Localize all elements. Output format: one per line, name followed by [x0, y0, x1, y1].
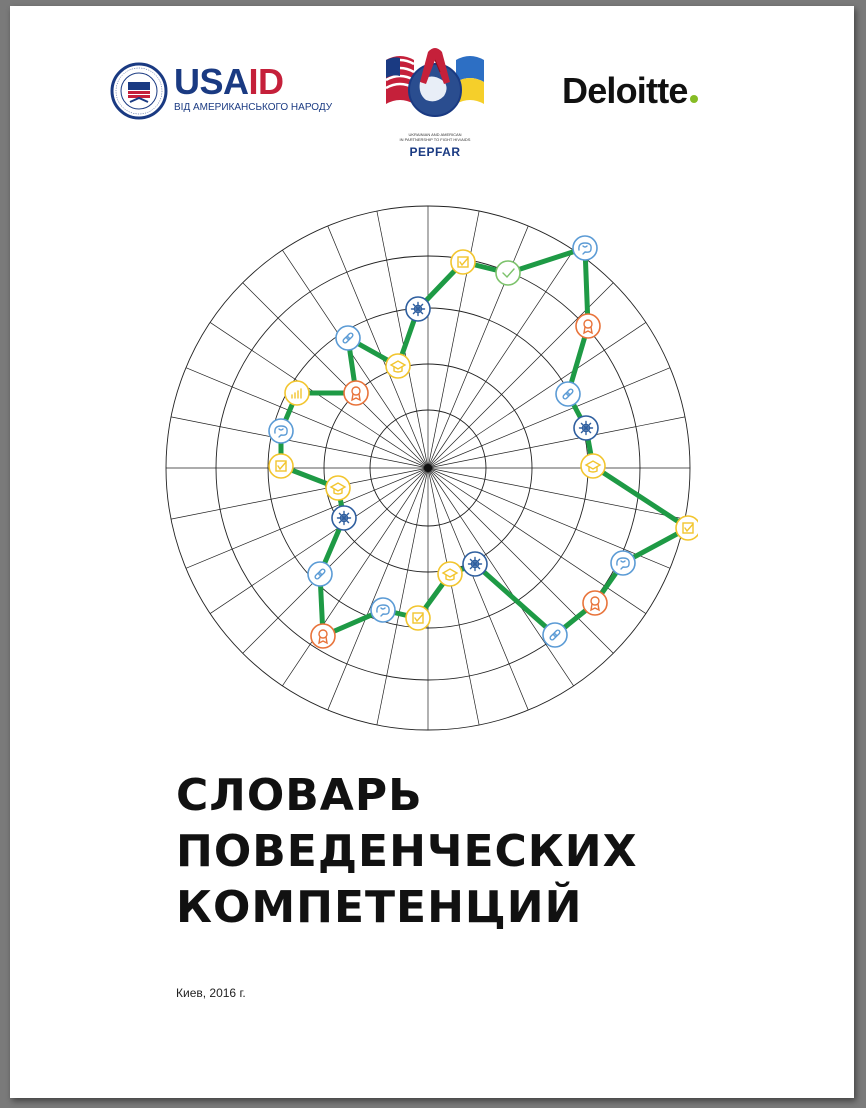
- competency-node: [581, 454, 605, 478]
- node-ring: [676, 516, 698, 540]
- competency-node: [332, 506, 356, 530]
- competency-node: [556, 382, 580, 406]
- competency-node: [583, 591, 607, 615]
- competency-node: [371, 598, 395, 622]
- competency-node: [269, 454, 293, 478]
- node-ring: [308, 562, 332, 586]
- node-ring: [336, 326, 360, 350]
- helm-icon: [338, 512, 351, 525]
- competency-node: [463, 552, 487, 576]
- node-ring: [269, 419, 293, 443]
- competency-node: [438, 562, 462, 586]
- usaid-wordmark: USAID: [174, 61, 284, 102]
- competency-node: [326, 476, 350, 500]
- pepfar-emblem-icon: [380, 42, 490, 134]
- radar-grid: [166, 206, 690, 730]
- helm-icon: [580, 422, 593, 435]
- node-ring: [285, 381, 309, 405]
- competency-node: [285, 381, 309, 405]
- competency-node: [344, 381, 368, 405]
- competency-node: [406, 606, 430, 630]
- pepfar-partnership-text: UKRAINIAN AND AMERICAN IN PARTNERSHIP TO FIGHT HIV/AIDS: [399, 132, 471, 142]
- pepfar-logo: [376, 42, 494, 162]
- competency-node: [496, 261, 520, 285]
- document-title: [176, 768, 638, 936]
- deloitte-dot-icon: [690, 95, 698, 103]
- place-and-date: Киев, 2016 г.: [176, 986, 246, 1000]
- radar-center: [424, 464, 432, 472]
- deloitte-wordmark: Deloitte: [562, 70, 688, 111]
- competency-node: [308, 562, 332, 586]
- usaid-seal-icon: [110, 62, 168, 120]
- competency-node: [573, 236, 597, 260]
- competency-node: [386, 354, 410, 378]
- helm-icon: [469, 558, 482, 571]
- usaid-tagline: ВІД АМЕРИКАНСЬКОГО НАРОДУ: [174, 102, 333, 113]
- competency-node: [311, 624, 335, 648]
- competency-node: [611, 551, 635, 575]
- node-ring: [583, 591, 607, 615]
- node-ring: [311, 624, 335, 648]
- competency-node: [576, 314, 600, 338]
- title-line-3: КОМПЕТЕНЦИЙ: [176, 882, 583, 933]
- node-ring: [406, 606, 430, 630]
- competency-path-line: [281, 248, 688, 636]
- node-ring: [611, 551, 635, 575]
- node-ring: [543, 623, 567, 647]
- node-ring: [371, 598, 395, 622]
- node-ring: [438, 562, 462, 586]
- competency-node: [451, 250, 475, 274]
- node-ring: [496, 261, 520, 285]
- node-ring: [269, 454, 293, 478]
- radar-figure: [158, 198, 698, 738]
- node-ring: [573, 236, 597, 260]
- pepfar-name: PEPFAR: [409, 145, 461, 159]
- node-ring: [556, 382, 580, 406]
- competency-path: [281, 248, 688, 636]
- competency-node: [269, 419, 293, 443]
- title-line-2: ПОВЕДЕНЧЕСКИХ: [176, 826, 638, 877]
- title-line-1: СЛОВАРЬ: [176, 770, 423, 821]
- deloitte-logo: [562, 70, 698, 112]
- node-ring: [386, 354, 410, 378]
- node-ring: [326, 476, 350, 500]
- usaid-logo: [110, 56, 333, 122]
- node-ring: [581, 454, 605, 478]
- document-page: [10, 6, 854, 1098]
- competency-node: [336, 326, 360, 350]
- competency-node: [676, 516, 698, 540]
- node-ring: [576, 314, 600, 338]
- helm-icon: [412, 303, 425, 316]
- node-ring: [451, 250, 475, 274]
- competency-node: [543, 623, 567, 647]
- node-ring: [344, 381, 368, 405]
- competency-nodes: [269, 236, 698, 648]
- competency-node: [406, 297, 430, 321]
- competency-node: [574, 416, 598, 440]
